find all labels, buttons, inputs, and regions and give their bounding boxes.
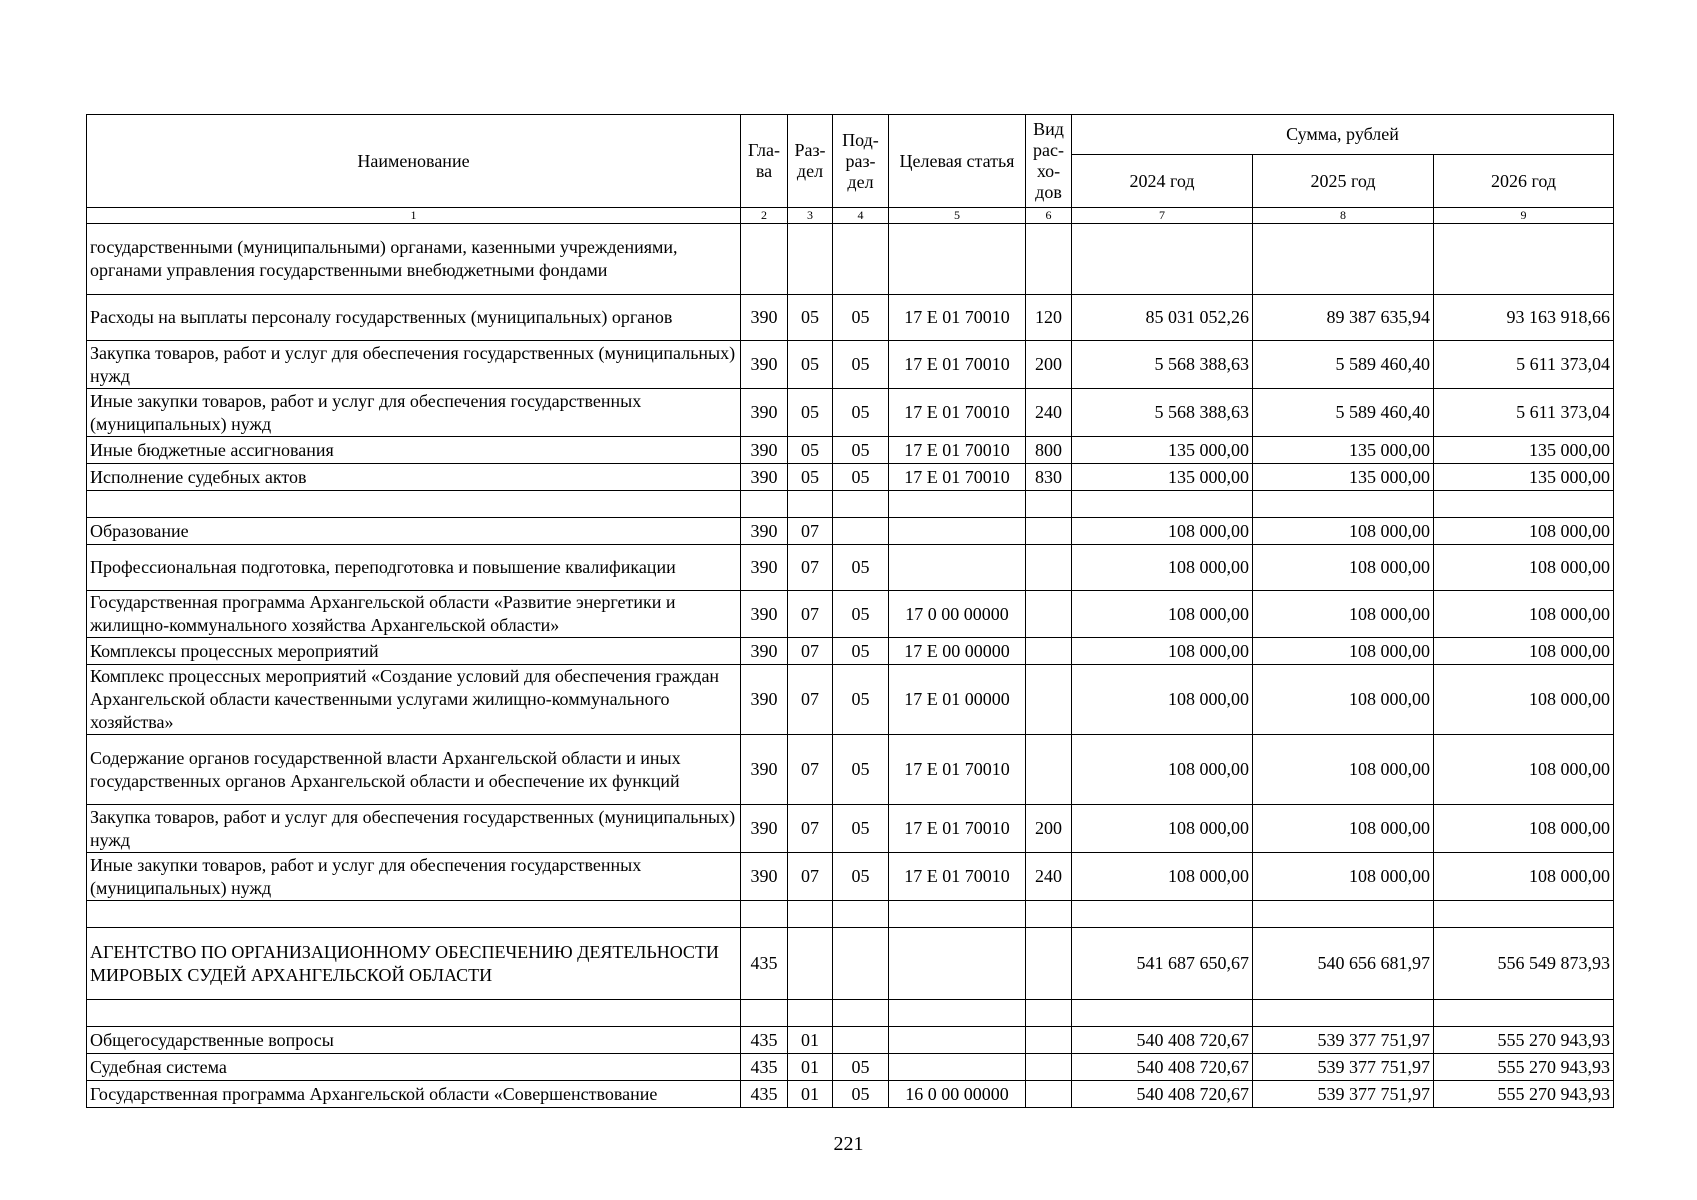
row-celevaya: 17 Е 01 70010 [889,389,1026,437]
row-vid [1026,591,1072,638]
row-celevaya: 17 Е 00 00000 [889,638,1026,665]
row-celevaya: 17 Е 01 70010 [889,853,1026,901]
row-podrazdel: 05 [833,341,889,389]
row-sum-2024: 135 000,00 [1072,464,1253,491]
table-row [87,901,1614,928]
row-celevaya: 17 Е 01 00000 [889,665,1026,735]
table-row [87,437,1614,464]
row-celevaya [889,224,1026,295]
row-sum-2026: 108 000,00 [1434,638,1614,665]
row-razdel: 05 [788,295,833,341]
column-number: 8 [1253,208,1434,224]
row-glava: 435 [741,928,788,1000]
row-podrazdel [833,491,889,518]
header-year-2025: 2025 год [1253,155,1434,208]
row-razdel: 01 [788,1081,833,1108]
row-vid [1026,224,1072,295]
row-razdel: 07 [788,853,833,901]
table-row [87,295,1614,341]
row-sum-2025: 108 000,00 [1253,853,1434,901]
row-sum-2025: 135 000,00 [1253,437,1434,464]
row-sum-2025: 108 000,00 [1253,591,1434,638]
row-sum-2026: 555 270 943,93 [1434,1027,1614,1054]
row-razdel: 07 [788,518,833,545]
row-vid [1026,518,1072,545]
table-header [87,115,1614,224]
row-vid [1026,1081,1072,1108]
column-number: 5 [889,208,1026,224]
row-glava: 435 [741,1054,788,1081]
row-sum-2025: 108 000,00 [1253,735,1434,805]
row-sum-2025: 539 377 751,97 [1253,1081,1434,1108]
row-celevaya [889,518,1026,545]
row-razdel [788,491,833,518]
row-name: Иные закупки товаров, работ и услуг для обеспечения государственных (муниципальных) нужд [87,389,741,437]
row-celevaya [889,1054,1026,1081]
row-vid: 240 [1026,853,1072,901]
table-row [87,545,1614,591]
row-sum-2026 [1434,224,1614,295]
row-name [87,491,741,518]
row-name: Образование [87,518,741,545]
row-name: Расходы на выплаты персоналу государственных (муниципальных) органов [87,295,741,341]
row-vid [1026,545,1072,591]
row-sum-2026: 108 000,00 [1434,853,1614,901]
row-name: Исполнение судебных актов [87,464,741,491]
row-name: Закупка товаров, работ и услуг для обеспечения государственных (муниципальных) нужд [87,341,741,389]
row-sum-2026: 108 000,00 [1434,518,1614,545]
row-sum-2026: 108 000,00 [1434,805,1614,853]
row-razdel: 05 [788,341,833,389]
row-name: государственными (муниципальными) органами, казенными учреждениями, органами управления государственными внебюджетными фондами [87,224,741,295]
row-sum-2026: 555 270 943,93 [1434,1054,1614,1081]
row-name [87,901,741,928]
row-podrazdel [833,901,889,928]
row-name: Общегосударственные вопросы [87,1027,741,1054]
row-sum-2025: 5 589 460,40 [1253,389,1434,437]
row-razdel: 07 [788,665,833,735]
column-number: 9 [1434,208,1614,224]
row-sum-2024 [1072,901,1253,928]
row-sum-2024: 85 031 052,26 [1072,295,1253,341]
row-sum-2025 [1253,224,1434,295]
row-razdel: 07 [788,805,833,853]
row-sum-2025: 108 000,00 [1253,665,1434,735]
row-celevaya: 17 Е 01 70010 [889,464,1026,491]
row-name: АГЕНТСТВО ПО ОРГАНИЗАЦИОННОМУ ОБЕСПЕЧЕНИЮ ДЕЯТЕЛЬНОСТИ МИРОВЫХ СУДЕЙ АРХАНГЕЛЬСКОЙ ОБЛАСТИ [87,928,741,1000]
row-sum-2026: 5 611 373,04 [1434,341,1614,389]
row-vid [1026,928,1072,1000]
row-sum-2024: 108 000,00 [1072,518,1253,545]
row-vid [1026,1054,1072,1081]
row-vid [1026,638,1072,665]
row-podrazdel [833,928,889,1000]
row-podrazdel: 05 [833,464,889,491]
row-celevaya [889,545,1026,591]
row-sum-2024: 5 568 388,63 [1072,389,1253,437]
column-number: 2 [741,208,788,224]
row-sum-2025 [1253,901,1434,928]
row-sum-2026: 108 000,00 [1434,665,1614,735]
row-glava: 390 [741,735,788,805]
column-number: 1 [87,208,741,224]
row-sum-2026: 108 000,00 [1434,545,1614,591]
header-year-2024: 2024 год [1072,155,1253,208]
column-number: 3 [788,208,833,224]
row-sum-2026 [1434,491,1614,518]
row-name: Иные закупки товаров, работ и услуг для обеспечения государственных (муниципальных) нужд [87,853,741,901]
row-celevaya: 16 0 00 00000 [889,1081,1026,1108]
row-sum-2024: 108 000,00 [1072,853,1253,901]
column-number: 4 [833,208,889,224]
row-sum-2026: 556 549 873,93 [1434,928,1614,1000]
row-sum-2026: 93 163 918,66 [1434,295,1614,341]
row-sum-2025: 108 000,00 [1253,638,1434,665]
row-vid: 800 [1026,437,1072,464]
row-glava: 390 [741,518,788,545]
row-sum-2024: 108 000,00 [1072,665,1253,735]
row-podrazdel [833,518,889,545]
row-sum-2026: 555 270 943,93 [1434,1081,1614,1108]
row-podrazdel: 05 [833,1054,889,1081]
row-razdel: 01 [788,1054,833,1081]
row-vid [1026,1000,1072,1027]
header-vid: Вид рас-хо-дов [1026,115,1072,208]
row-glava: 390 [741,295,788,341]
row-sum-2024: 540 408 720,67 [1072,1027,1253,1054]
row-glava: 390 [741,591,788,638]
row-podrazdel [833,1000,889,1027]
row-sum-2024 [1072,491,1253,518]
table-row [87,1027,1614,1054]
row-glava: 435 [741,1081,788,1108]
header-summa: Сумма, рублей [1072,115,1614,155]
row-name [87,1000,741,1027]
row-razdel [788,928,833,1000]
row-vid [1026,665,1072,735]
row-vid: 830 [1026,464,1072,491]
table-row [87,638,1614,665]
row-sum-2025: 540 656 681,97 [1253,928,1434,1000]
row-glava [741,1000,788,1027]
row-razdel [788,224,833,295]
row-sum-2026: 108 000,00 [1434,591,1614,638]
row-name: Профессиональная подготовка, переподготовка и повышение квалификации [87,545,741,591]
row-celevaya [889,491,1026,518]
row-vid [1026,901,1072,928]
table-row [87,928,1614,1000]
row-podrazdel: 05 [833,735,889,805]
column-number: 6 [1026,208,1072,224]
row-sum-2025 [1253,1000,1434,1027]
row-podrazdel: 05 [833,591,889,638]
row-celevaya: 17 Е 01 70010 [889,295,1026,341]
row-vid [1026,735,1072,805]
row-name: Судебная система [87,1054,741,1081]
row-vid [1026,1027,1072,1054]
row-sum-2024: 108 000,00 [1072,545,1253,591]
row-podrazdel: 05 [833,805,889,853]
row-name: Закупка товаров, работ и услуг для обеспечения государственных (муниципальных) нужд [87,805,741,853]
row-name: Содержание органов государственной власти Архангельской области и иных государственных органов Архангельской области и обеспечение их функций [87,735,741,805]
row-razdel [788,1000,833,1027]
row-glava: 390 [741,665,788,735]
row-podrazdel [833,224,889,295]
row-sum-2024: 108 000,00 [1072,805,1253,853]
row-sum-2026: 5 611 373,04 [1434,389,1614,437]
table-row [87,1000,1614,1027]
row-name: Государственная программа Архангельской области «Развитие энергетики и жилищно-коммунального хозяйства Архангельской области» [87,591,741,638]
row-sum-2026: 135 000,00 [1434,464,1614,491]
row-name: Комплексы процессных мероприятий [87,638,741,665]
header-podrazdel: Под-раз-дел [833,115,889,208]
table-row [87,1081,1614,1108]
row-sum-2024: 541 687 650,67 [1072,928,1253,1000]
row-podrazdel: 05 [833,545,889,591]
row-vid: 200 [1026,805,1072,853]
row-podrazdel: 05 [833,1081,889,1108]
row-razdel: 05 [788,437,833,464]
row-celevaya: 17 Е 01 70010 [889,437,1026,464]
row-glava: 435 [741,1027,788,1054]
table-row [87,491,1614,518]
row-podrazdel: 05 [833,638,889,665]
row-podrazdel [833,1027,889,1054]
row-sum-2024: 5 568 388,63 [1072,341,1253,389]
table-row [87,224,1614,295]
row-name: Комплекс процессных мероприятий «Создание условий для обеспечения граждан Архангельской области качественными услугами жилищно-коммунального хозяйства» [87,665,741,735]
row-sum-2026 [1434,1000,1614,1027]
row-vid: 240 [1026,389,1072,437]
page-number: 221 [833,1133,864,1155]
column-numbers-row [87,208,1614,224]
budget-table [86,114,1614,1108]
table-row [87,389,1614,437]
row-razdel: 07 [788,735,833,805]
row-sum-2025 [1253,491,1434,518]
row-podrazdel: 05 [833,665,889,735]
row-celevaya: 17 Е 01 70010 [889,805,1026,853]
row-sum-2024: 135 000,00 [1072,437,1253,464]
row-glava: 390 [741,545,788,591]
row-name: Государственная программа Архангельской области «Совершенствование [87,1081,741,1108]
header-glava: Гла-ва [741,115,788,208]
row-celevaya [889,928,1026,1000]
row-celevaya [889,1000,1026,1027]
row-razdel: 07 [788,545,833,591]
header-year-2026: 2026 год [1434,155,1614,208]
row-podrazdel: 05 [833,295,889,341]
row-razdel: 05 [788,389,833,437]
row-sum-2026: 108 000,00 [1434,735,1614,805]
row-sum-2024: 108 000,00 [1072,735,1253,805]
row-celevaya: 17 Е 01 70010 [889,735,1026,805]
row-razdel: 07 [788,638,833,665]
row-podrazdel: 05 [833,389,889,437]
header-celevaya: Целевая статья [889,115,1026,208]
row-sum-2025: 135 000,00 [1253,464,1434,491]
row-razdel: 07 [788,591,833,638]
row-glava [741,901,788,928]
table-row [87,853,1614,901]
row-podrazdel: 05 [833,853,889,901]
column-number: 7 [1072,208,1253,224]
row-glava: 390 [741,464,788,491]
header-name: Наименование [87,115,741,208]
row-razdel: 01 [788,1027,833,1054]
row-sum-2025: 108 000,00 [1253,545,1434,591]
row-sum-2025: 5 589 460,40 [1253,341,1434,389]
row-vid [1026,491,1072,518]
row-celevaya [889,1027,1026,1054]
row-celevaya: 17 0 00 00000 [889,591,1026,638]
row-sum-2026: 135 000,00 [1434,437,1614,464]
row-sum-2025: 108 000,00 [1253,518,1434,545]
row-glava: 390 [741,341,788,389]
row-sum-2024 [1072,224,1253,295]
row-glava: 390 [741,389,788,437]
header-razdel: Раз-дел [788,115,833,208]
row-sum-2026 [1434,901,1614,928]
row-name: Иные бюджетные ассигнования [87,437,741,464]
row-celevaya [889,901,1026,928]
row-glava [741,224,788,295]
table-body [87,224,1614,1108]
row-glava: 390 [741,638,788,665]
row-sum-2025: 108 000,00 [1253,805,1434,853]
row-sum-2025: 539 377 751,97 [1253,1054,1434,1081]
table-row [87,735,1614,805]
row-vid: 200 [1026,341,1072,389]
row-celevaya: 17 Е 01 70010 [889,341,1026,389]
row-vid: 120 [1026,295,1072,341]
row-sum-2024: 540 408 720,67 [1072,1081,1253,1108]
row-razdel: 05 [788,464,833,491]
row-podrazdel: 05 [833,437,889,464]
table-row [87,341,1614,389]
row-sum-2024 [1072,1000,1253,1027]
row-glava: 390 [741,805,788,853]
row-razdel [788,901,833,928]
row-sum-2024: 108 000,00 [1072,638,1253,665]
table-row [87,518,1614,545]
row-sum-2024: 108 000,00 [1072,591,1253,638]
table-row [87,665,1614,735]
row-glava: 390 [741,853,788,901]
table-row [87,805,1614,853]
row-sum-2025: 89 387 635,94 [1253,295,1434,341]
row-sum-2024: 540 408 720,67 [1072,1054,1253,1081]
table-row [87,1054,1614,1081]
table-row [87,591,1614,638]
table-row [87,464,1614,491]
row-sum-2025: 539 377 751,97 [1253,1027,1434,1054]
row-glava: 390 [741,437,788,464]
row-glava [741,491,788,518]
